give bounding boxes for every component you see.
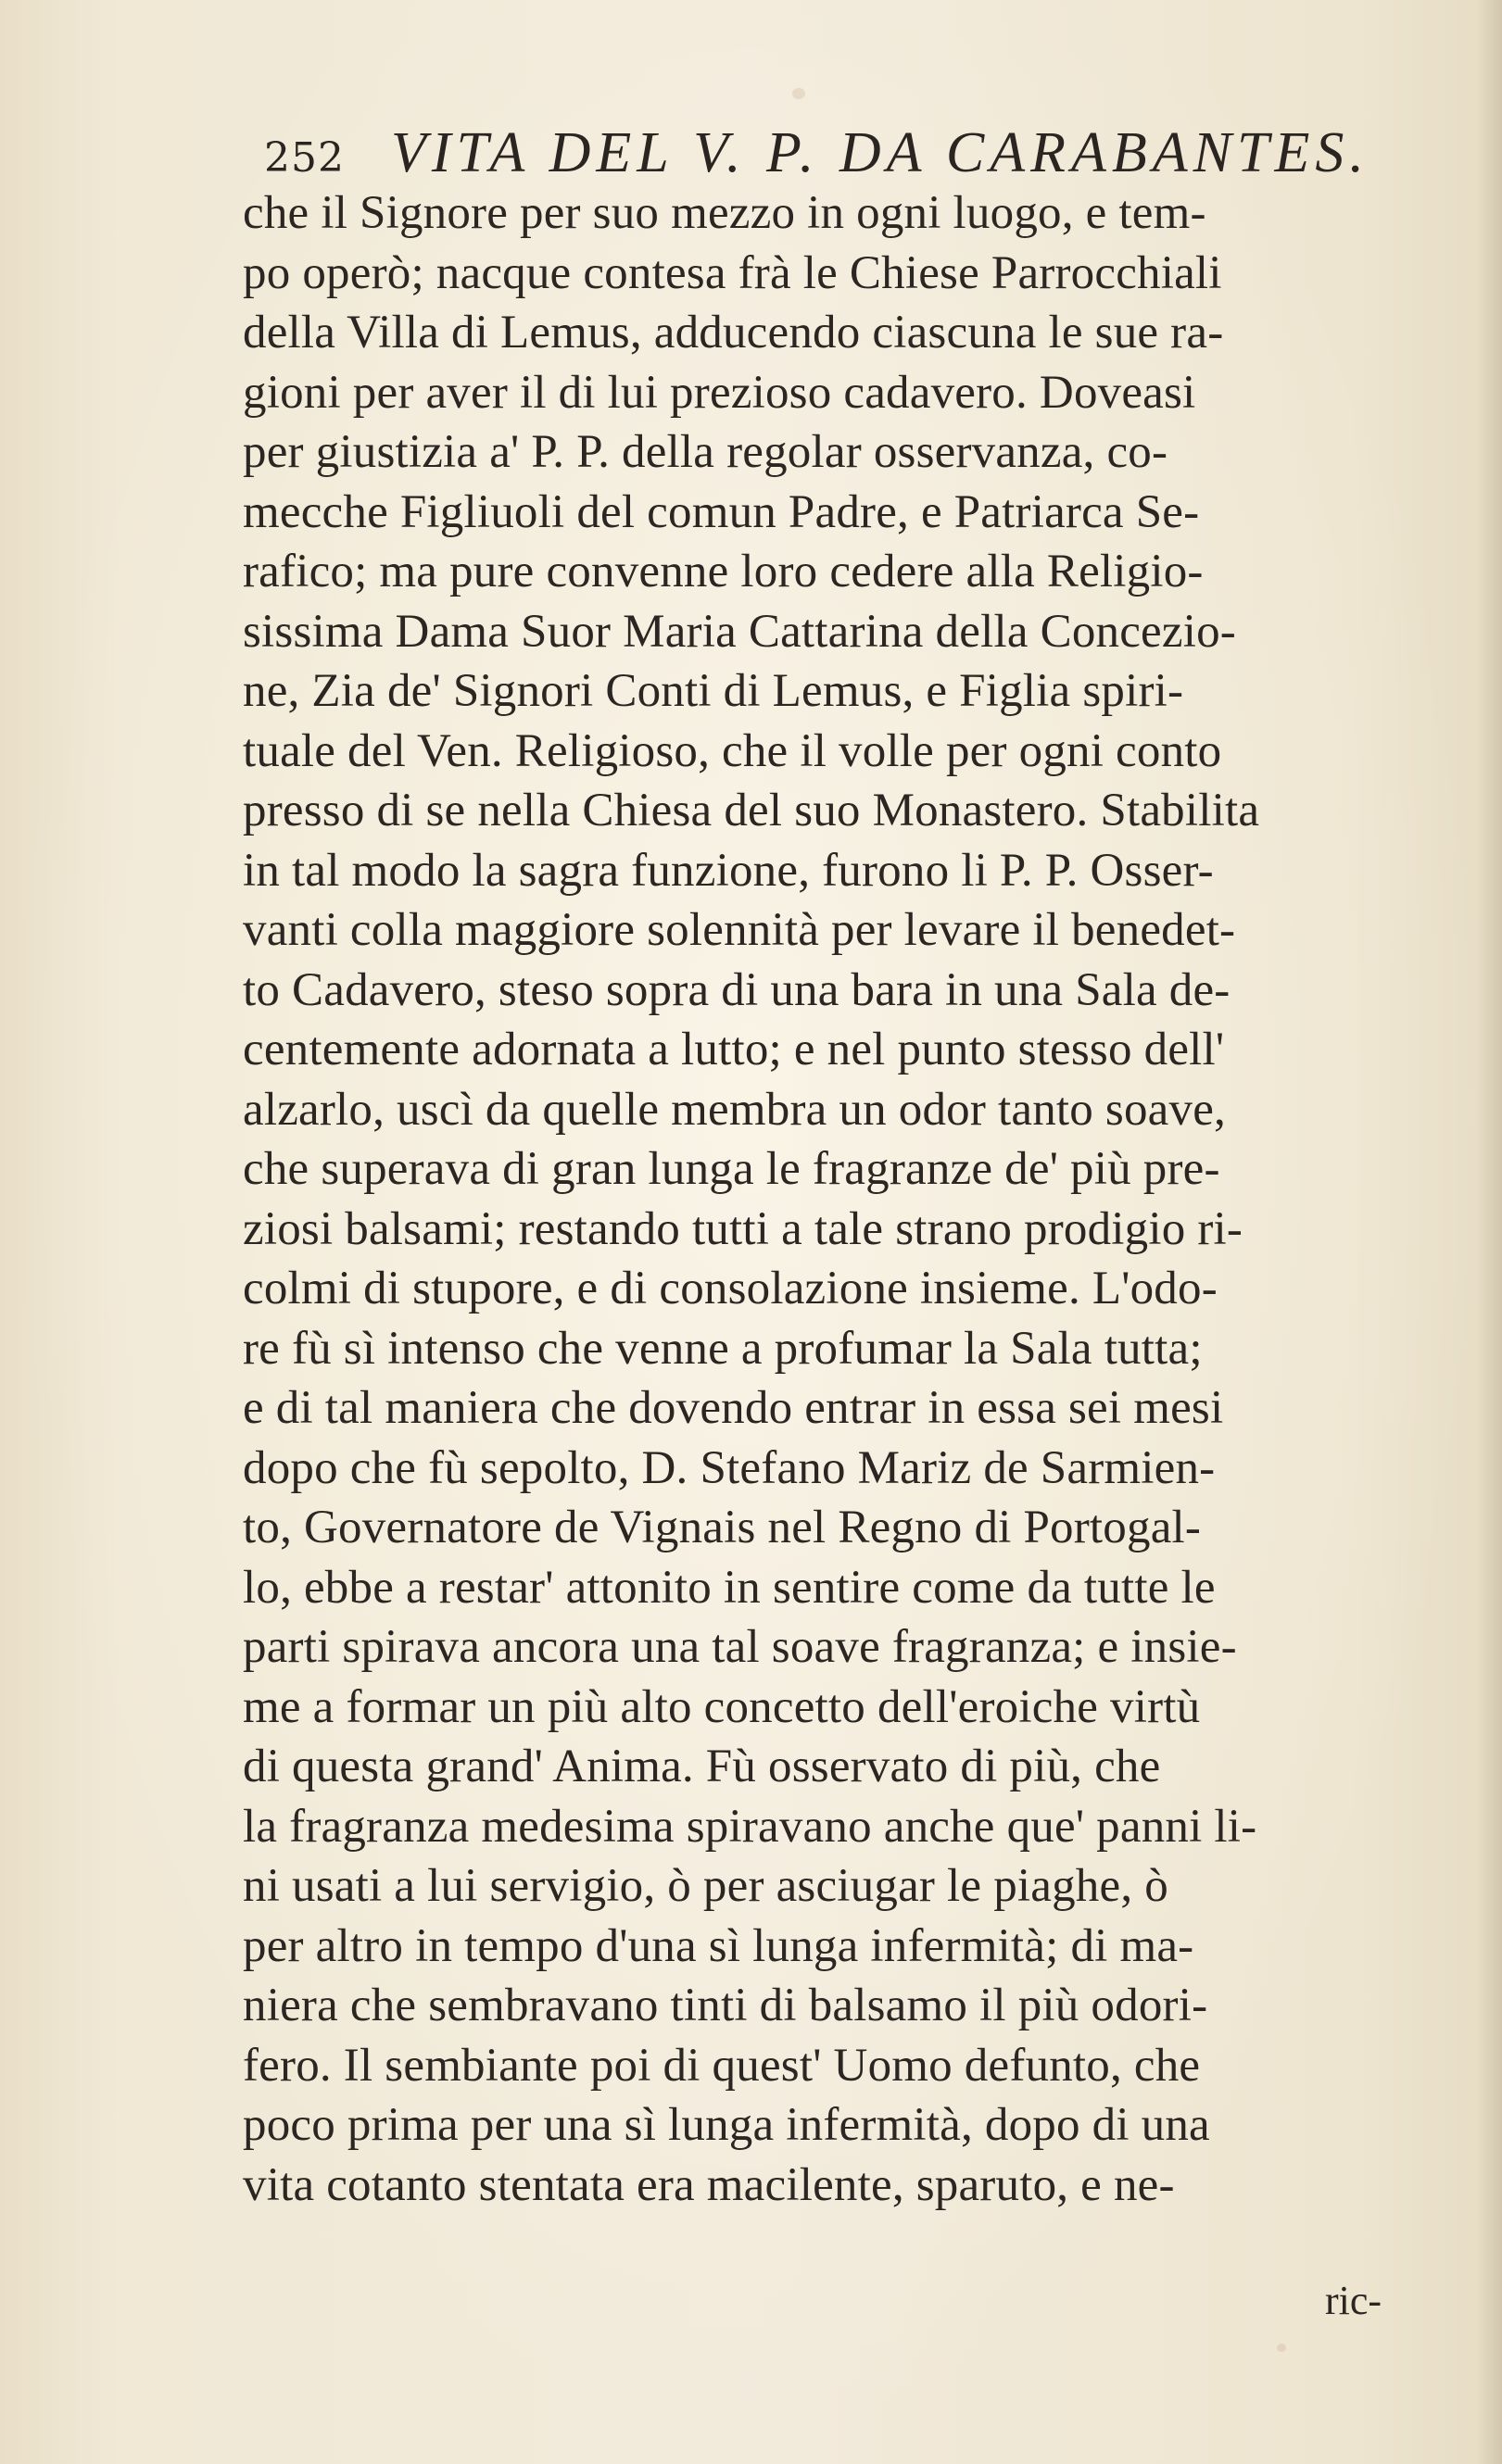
text-line: per giustizia a' P. P. della regolar osservanza, co- [243, 426, 1168, 478]
text-line: dopo che fù sepolto, D. Stefano Mariz de Sarmien- [243, 1441, 1216, 1494]
text-line: centemente adornata a lutto; e nel punto stesso dell' [243, 1024, 1225, 1075]
text-line: e di tal maniera che dovendo entrar in essa sei mesi [243, 1382, 1224, 1434]
text-line: parti spirava ancora una tal soave fragranza; e insie- [243, 1621, 1237, 1673]
running-head [264, 120, 1369, 185]
text-line: to Cadavero, steso sopra di una bara in una Sala de- [243, 963, 1231, 1016]
text-line: niera che sembravano tinti di balsamo il più odori- [243, 1980, 1208, 2031]
text-line: me a formar un più alto concetto dell'eroiche virtù [243, 1680, 1201, 1733]
body-text [243, 183, 1502, 2215]
text-line: in tal modo la sagra funzione, furono li P. P. Osser- [243, 844, 1214, 897]
text-line: alzarlo, uscì da quelle membra un odor tanto soave, [243, 1083, 1227, 1136]
running-title: VITA DEL V. P. DA CARABANTES. [390, 121, 1369, 184]
text-line: re fù sì intenso che venne a profumar la Sala tutta; [243, 1322, 1203, 1375]
text-line: ne, Zia de' Signori Conti di Lemus, e Figlia spiri- [243, 665, 1184, 717]
text-line: rafico; ma pure convenne loro cedere alla Religio- [243, 546, 1204, 597]
text-line: che superava di gran lunga le fragranze de' più pre- [243, 1143, 1220, 1195]
text-line: poco prima per una sì lunga infermità, dopo di una [243, 2099, 1210, 2151]
text-line: lo, ebbe a restar' attonito in sentire come da tutte le [243, 1561, 1216, 1614]
text-line: ziosi balsami; restando tutti a tale strano prodigio ri- [243, 1202, 1243, 1255]
text-line: la fragranza medesima spiravano anche que' panni li- [243, 1800, 1257, 1853]
text-line: ni usati a lui servigio, ò per asciugar le piaghe, ò [243, 1860, 1168, 1912]
foxing-spot [1277, 2344, 1286, 2352]
text-line: di questa grand' Anima. Fù osservato di più, che [243, 1741, 1161, 1792]
text-line: della Villa di Lemus, adducendo ciascuna le sue ra- [243, 307, 1224, 358]
text-line: to, Governatore de Vignais nel Regno di Portogal- [243, 1502, 1202, 1553]
text-line: colmi di stupore, e di consolazione insieme. L'odo- [243, 1263, 1218, 1314]
foxing-spot [792, 88, 805, 99]
text-line: che il Signore per suo mezzo in ogni luogo, e tem- [243, 187, 1206, 239]
text-line: sissima Dama Suor Maria Cattarina della Concezio- [243, 605, 1236, 658]
page-number: 252 [264, 134, 345, 182]
text-line: gioni per aver il di lui prezioso cadavero. Doveasi [243, 366, 1196, 419]
text-line: vita cotanto stentata era macilente, sparuto, e ne- [243, 2158, 1175, 2211]
text-line: fero. Il sembiante poi di quest' Uomo defunto, che [243, 2039, 1201, 2092]
text-line: vanti colla maggiore solennità per levare il benedet- [243, 904, 1236, 956]
catchword: ric- [1325, 2278, 1382, 2323]
text-line: tuale del Ven. Religioso, che il volle per ogni conto [243, 724, 1222, 777]
text-line: presso di se nella Chiesa del suo Monastero. Stabilita [243, 785, 1260, 836]
text-line: per altro in tempo d'una sì lunga infermità; di ma- [243, 1919, 1194, 1972]
text-line: po operò; nacque contesa frà le Chiese Parrocchiali [243, 246, 1222, 299]
text-line: mecche Figliuoli del comun Padre, e Patriarca Se- [243, 485, 1200, 538]
